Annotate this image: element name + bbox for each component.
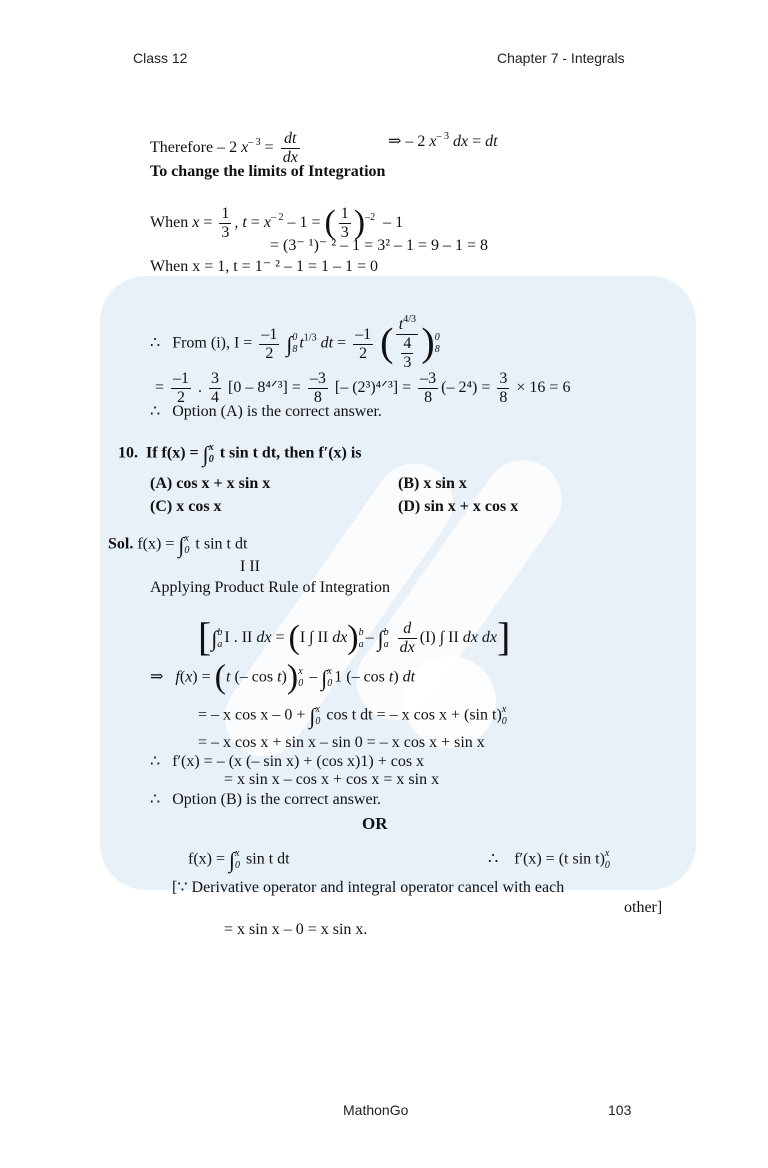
answer-b-line: ∴ Option (B) is the correct answer. xyxy=(150,791,382,808)
from-i-line: ∴ From (i), I = $\frac{-1}{2}$ ∫ 0 8 $t^{1/3}$ dt = $\frac{-1}{2}$ ( $\frac{t^{4/3}}{\frac{4}{3}}$ ) 0 8 xyxy=(150,314,440,371)
product-rule-heading: Applying Product Rule of Integration xyxy=(150,579,390,596)
answer-a-line: ∴ Option (A) is the correct answer. xyxy=(150,403,382,420)
step-2: = – x cos x + sin x – sin 0 = – x cos x + sin x xyxy=(198,734,485,751)
step-4: = x sin x – cos x + cos x = x sin x xyxy=(224,771,440,788)
evaluation-line: = $\frac{-1}{2}$ . $\frac{3}{4}$ [0 – 8⁴ᐟ³] = $\frac{-3}{8}$ [– (2³)⁴ᐟ³] = $\frac{-3}{8}$ (– 2⁴) = $\frac{3}{8}$ × 16 = 6 xyxy=(155,370,571,406)
step-3: ∴ f′(x) = – (x (– sin x) + (cos x)1) + cos x xyxy=(150,753,425,770)
final-line: = x sin x – 0 = x sin x. xyxy=(224,921,368,938)
parts-line: ⇒ f(x) = (t (– cos t)) x 0 – ∫ x 0 1 (– cos t) dt xyxy=(150,658,416,696)
when-third-line: When x = $\frac{1}{3}$ , $t = x^{- 2} - 1$ = ( $\frac{1}{3}$ )$^{-2}$ – 1 xyxy=(150,204,404,242)
or-divider: OR xyxy=(362,814,388,833)
when-one-line: When x = 1, t = 1⁻ ² – 1 = 1 – 1 = 0 xyxy=(150,258,378,275)
question-10: 10. If f(x) = ∫ x 0 t sin t dt, then f′(x) is xyxy=(118,441,362,467)
option-c: (C) x cos x xyxy=(150,498,222,515)
powers-line: = (3⁻ ¹)⁻ ² – 1 = 3² – 1 = 9 – 1 = 8 xyxy=(270,237,489,254)
option-a: (A) cos x + x sin x xyxy=(150,475,271,492)
limits-heading: To change the limits of Integration xyxy=(150,163,386,180)
or-fx-line: f(x) = ∫ x 0 sin t dt xyxy=(188,847,290,873)
step-1: = – x cos x – 0 + ∫ x 0 cos t dt = – x cos x + (sin t) x 0 xyxy=(198,703,507,729)
header-chapter: Chapter 7 - Integrals xyxy=(497,50,625,66)
note-line-1: [∵ Derivative operator and integral operator cancel with each xyxy=(172,879,565,896)
page-number: 103 xyxy=(608,1102,632,1118)
option-b: (B) x sin x xyxy=(398,475,467,492)
note-line-2: other] xyxy=(624,899,663,916)
footer-brand: MathonGo xyxy=(343,1102,409,1118)
or-derivative-line: ∴ f′(x) = (t sin t) x 0 xyxy=(488,848,610,871)
option-d: (D) sin x + x cos x xyxy=(398,498,519,515)
roman-labels: I II xyxy=(240,558,260,575)
implies-line: ⇒ – 2 $x^{- 3}$ dx = dt xyxy=(388,131,498,150)
solution-line: Sol. f(x) = ∫ x 0 t sin t dt xyxy=(108,532,248,558)
product-rule-formula: [∫ b a I . II dx = (I ∫ II dx) b a – ∫ b a $\frac{d}{dx}$ (I) ∫ II dx dx] xyxy=(198,614,511,660)
therefore-line: Therefore – 2 $x^{- 3}$ = $\frac{dt}{dx}$ xyxy=(150,130,298,166)
header-class: Class 12 xyxy=(133,50,188,66)
